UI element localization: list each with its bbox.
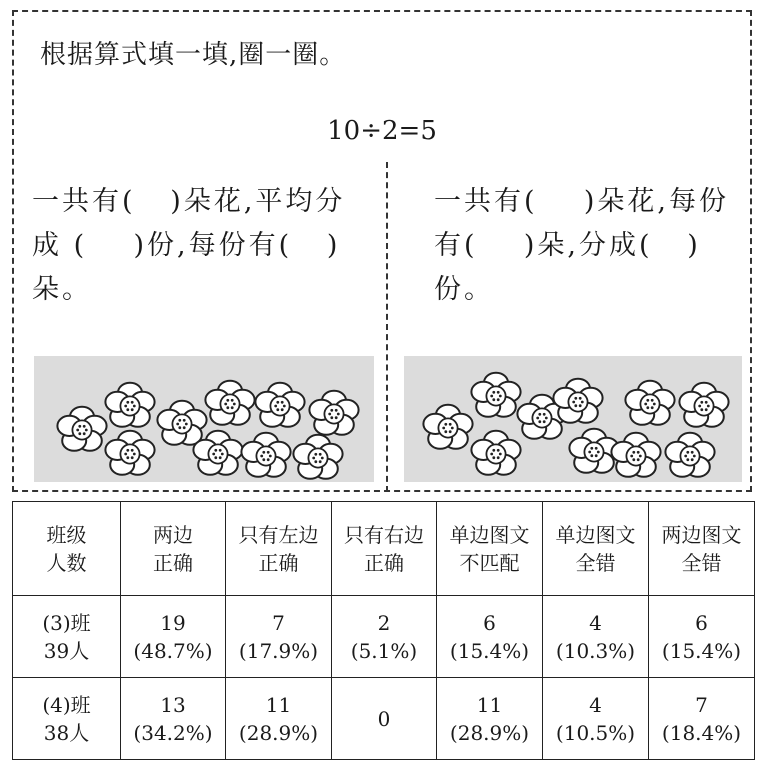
worksheet-panel <box>12 10 752 492</box>
flowers-right-svg <box>404 356 742 482</box>
flower-icon <box>423 405 472 449</box>
answer-blank[interactable] <box>292 224 327 268</box>
left-question <box>32 180 362 312</box>
flower-icon <box>553 379 602 423</box>
answer-blank[interactable] <box>653 224 688 268</box>
right-question-part-2: )朵花,每份有( <box>434 186 730 261</box>
table-cell: 4 (10.5%) <box>543 678 649 760</box>
left-question-part-2: )朵花,平均分成 ( <box>32 186 346 261</box>
flower-picture-left[interactable] <box>34 356 374 482</box>
header-one-side-all-wrong: 单边图文 全错 <box>543 502 649 596</box>
table-cell: 6 (15.4%) <box>649 596 755 678</box>
table-cell: 4 (10.3%) <box>543 596 649 678</box>
header-both-correct: 两边 正确 <box>121 502 226 596</box>
table-cell: 19 (48.7%) <box>121 596 226 678</box>
row-label: (4)班 38人 <box>13 678 121 760</box>
instruction-text: 根据算式填一填,圈一圈。 <box>40 40 347 70</box>
answer-blank[interactable] <box>87 224 133 268</box>
flower-icon <box>293 435 342 479</box>
flower-icon <box>625 381 674 425</box>
header-right-only-correct: 只有右边 正确 <box>332 502 437 596</box>
flower-icon <box>611 433 660 477</box>
flower-icon <box>471 431 520 475</box>
table-row <box>13 678 755 760</box>
header-both-sides-all-wrong: 两边图文 全错 <box>649 502 755 596</box>
flower-icon <box>679 383 728 427</box>
left-question-part-4: )朵。 <box>32 230 341 305</box>
table-cell: 6 (15.4%) <box>437 596 543 678</box>
right-question-part-3: )朵,分成( <box>523 230 653 261</box>
flower-icon <box>255 383 304 427</box>
row-label: (3)班 39人 <box>13 596 121 678</box>
right-question-part-1: 一共有( <box>434 186 538 217</box>
table-cell: 11 (28.9%) <box>437 678 543 760</box>
answer-blank[interactable] <box>538 180 584 224</box>
table-row <box>13 596 755 678</box>
answer-blank[interactable] <box>478 224 524 268</box>
flower-icon <box>205 381 254 425</box>
flower-icon <box>57 407 106 451</box>
left-question-part-3: )份,每份有( <box>133 230 293 261</box>
left-question-part-1: 一共有( <box>32 186 136 217</box>
flower-icon <box>309 391 358 435</box>
dashed-divider <box>386 162 388 492</box>
flower-icon <box>241 433 290 477</box>
flowers-left-svg <box>34 356 374 482</box>
flower-icon <box>105 431 154 475</box>
flower-icon <box>665 433 714 477</box>
table-cell: 7 (17.9%) <box>226 596 332 678</box>
table-cell: 13 (34.2%) <box>121 678 226 760</box>
table-cell: 0 <box>332 678 437 760</box>
header-class-size: 班级 人数 <box>13 502 121 596</box>
results-table <box>12 501 755 760</box>
flower-icon <box>471 373 520 417</box>
table-cell: 11 (28.9%) <box>226 678 332 760</box>
right-question-part-4: )份。 <box>434 230 701 305</box>
flower-icon <box>105 383 154 427</box>
table-cell: 7 (18.4%) <box>649 678 755 760</box>
header-left-only-correct: 只有左边 正确 <box>226 502 332 596</box>
answer-blank[interactable] <box>136 180 171 224</box>
flower-picture-right[interactable] <box>404 356 742 482</box>
table-header-row <box>13 502 755 596</box>
right-question <box>434 180 734 312</box>
equation: 10÷2=5 <box>327 116 437 146</box>
header-one-side-mismatch: 单边图文 不匹配 <box>437 502 543 596</box>
flower-icon <box>157 401 206 445</box>
table-cell: 2 (5.1%) <box>332 596 437 678</box>
